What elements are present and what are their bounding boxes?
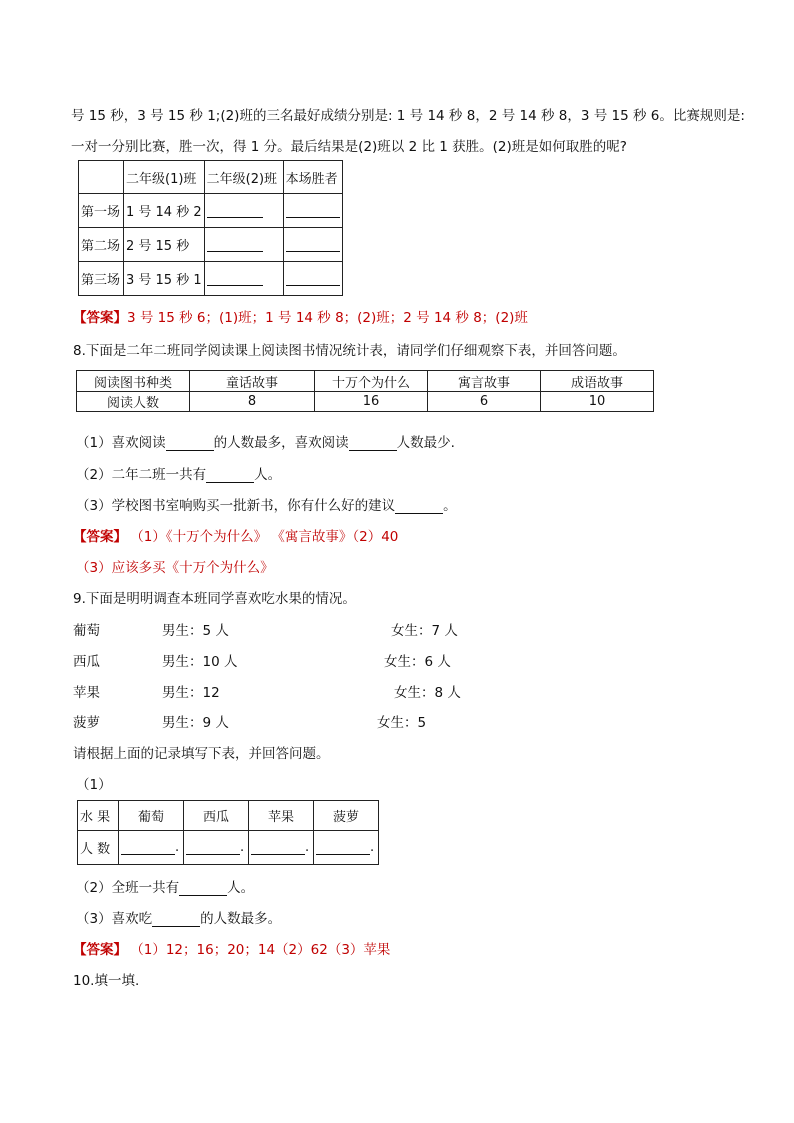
q7-class2-blank[interactable] — [204, 228, 283, 262]
q7-class2-blank[interactable] — [204, 262, 283, 296]
q7-winner-blank[interactable] — [283, 228, 342, 262]
q7-class1-cell: 2 号 15 秒 — [124, 228, 205, 262]
q9-blank-cell[interactable]: . — [119, 831, 184, 865]
q9-answer — [73, 938, 390, 958]
q7-class2-blank[interactable] — [204, 194, 283, 228]
answer-text: （1）12；16；20；14（2）62（3）苹果 — [137, 942, 391, 958]
q9-blank-cell[interactable]: . — [184, 831, 249, 865]
q9-sub2-text-b: 人。 — [227, 880, 255, 896]
q9-row-label: 人 数 — [78, 831, 119, 865]
q8-sub1-text-c: 人数最少. — [396, 435, 455, 451]
q7-class1-cell: 1 号 14 秒 2 — [124, 194, 205, 228]
q9-sub3-text-b: 的人数最多。 — [200, 911, 282, 927]
q8-answer — [73, 525, 398, 545]
q9-sub3-text-a: （3）喜欢吃 — [76, 911, 153, 927]
q9-record-boys: 男生：12 — [162, 685, 220, 701]
q8-value: 10 — [541, 392, 654, 412]
q9-record-girls: 女生：7 人 — [391, 623, 458, 639]
q8-header: 阅读图书种类 — [77, 371, 190, 392]
q9-header: 苹果 — [249, 801, 314, 831]
q9-blank-fruit[interactable] — [152, 912, 200, 927]
q8-table — [76, 370, 654, 412]
q8-sub1 — [76, 431, 455, 451]
q8-blank-most[interactable] — [166, 436, 214, 451]
q8-sub1-text-a: （1）喜欢阅读 — [76, 435, 166, 451]
q9-record-boys: 男生：10 人 — [162, 654, 238, 670]
q8-sub3-text-b: 。 — [443, 498, 457, 514]
q7-row-label: 第一场 — [79, 194, 124, 228]
q9-record-girls: 女生：5 — [377, 715, 427, 731]
table-row — [78, 831, 379, 865]
q8-blank-least[interactable] — [349, 436, 397, 451]
q7-answer — [73, 306, 528, 326]
q9-record-boys: 男生：9 人 — [162, 715, 229, 731]
q8-answer-line2: （3）应该多买《十万个为什么》 — [76, 560, 274, 576]
q8-title: 8.下面是二年二班同学阅读课上阅读图书情况统计表，请同学们仔细观察下表，并回答问题。 — [73, 343, 626, 359]
q9-header: 葡萄 — [119, 801, 184, 831]
table-row — [77, 392, 654, 412]
q8-header: 成语故事 — [541, 371, 654, 392]
answer-tag: 【答案】 — [73, 942, 127, 958]
answer-tag: 【答案】 — [73, 529, 127, 545]
q8-header: 十万个为什么 — [315, 371, 428, 392]
answer-text: （1）《十万个为什么》 《寓言故事》（2）40 — [137, 529, 399, 545]
q7-header-winner: 本场胜者 — [283, 161, 342, 194]
q8-sub3 — [76, 494, 457, 514]
q9-record-girls: 女生：6 人 — [384, 654, 451, 670]
q8-sub2 — [76, 463, 281, 483]
q7-row-label: 第二场 — [79, 228, 124, 262]
q9-sub3 — [76, 907, 281, 927]
table-row — [79, 262, 343, 296]
q8-header: 寓言故事 — [428, 371, 541, 392]
q9-header: 水 果 — [78, 801, 119, 831]
q8-sub2-text-b: 人。 — [254, 467, 282, 483]
q9-blank-cell[interactable]: . — [314, 831, 379, 865]
answer-tag: 【答案】 — [73, 310, 127, 326]
q7-text-line1: 号 15 秒，3 号 15 秒 1;(2)班的三名最好成绩分别是: 1 号 14 秒 8，2 号 14 秒 8，3 号 15 秒 6。比赛规则是: — [71, 108, 745, 124]
q9-table — [77, 800, 379, 865]
q9-header: 菠萝 — [314, 801, 379, 831]
q8-sub1-text-b: 的人数最多，喜欢阅读 — [213, 435, 349, 451]
q9-instruction: 请根据上面的记录填写下表，并回答问题。 — [73, 746, 330, 762]
q9-blank-cell[interactable]: . — [249, 831, 314, 865]
q7-text-line2: 一对一分别比赛，胜一次，得 1 分。最后结果是(2)班以 2 比 1 获胜。(2)班是如何取胜的呢? — [71, 139, 627, 155]
q7-header-class1: 二年级(1)班 — [124, 161, 205, 194]
q7-winner-blank[interactable] — [283, 194, 342, 228]
q8-header: 童话故事 — [190, 371, 315, 392]
q8-row-label: 阅读人数 — [77, 392, 190, 412]
q9-blank-total[interactable] — [179, 881, 227, 896]
q10-title: 10.填一填. — [73, 973, 140, 989]
q8-value: 6 — [428, 392, 541, 412]
q9-record-fruit: 菠萝 — [73, 715, 100, 731]
q9-record-fruit: 葡萄 — [73, 623, 100, 639]
q9-sub2 — [76, 876, 254, 896]
q9-record-fruit: 西瓜 — [73, 654, 100, 670]
q8-blank-total[interactable] — [206, 468, 254, 483]
q7-winner-blank[interactable] — [283, 262, 342, 296]
q9-header: 西瓜 — [184, 801, 249, 831]
q8-value: 8 — [190, 392, 315, 412]
q8-blank-suggestion[interactable] — [395, 499, 443, 514]
q9-record-girls: 女生：8 人 — [394, 685, 461, 701]
q9-record-fruit: 苹果 — [73, 685, 100, 701]
q9-part1-label: （1） — [76, 777, 112, 793]
q7-header-empty — [79, 161, 124, 194]
q9-record-boys: 男生：5 人 — [162, 623, 229, 639]
table-row — [79, 228, 343, 262]
q9-sub2-text-a: （2）全班一共有 — [76, 880, 180, 896]
q9-title: 9.下面是明明调查本班同学喜欢吃水果的情况。 — [73, 591, 356, 607]
answer-text: 3 号 15 秒 6；(1)班；1 号 14 秒 8；(2)班；2 号 14 秒 8；(2)班 — [127, 310, 528, 326]
q7-row-label: 第三场 — [79, 262, 124, 296]
q8-sub2-text-a: （2）二年二班一共有 — [76, 467, 207, 483]
q8-sub3-text-a: （3）学校图书室响购买一批新书，你有什么好的建议 — [76, 498, 396, 514]
q7-header-class2: 二年级(2)班 — [204, 161, 283, 194]
q7-class1-cell: 3 号 15 秒 1 — [124, 262, 205, 296]
table-row — [79, 194, 343, 228]
q7-table — [78, 160, 343, 296]
q8-value: 16 — [315, 392, 428, 412]
